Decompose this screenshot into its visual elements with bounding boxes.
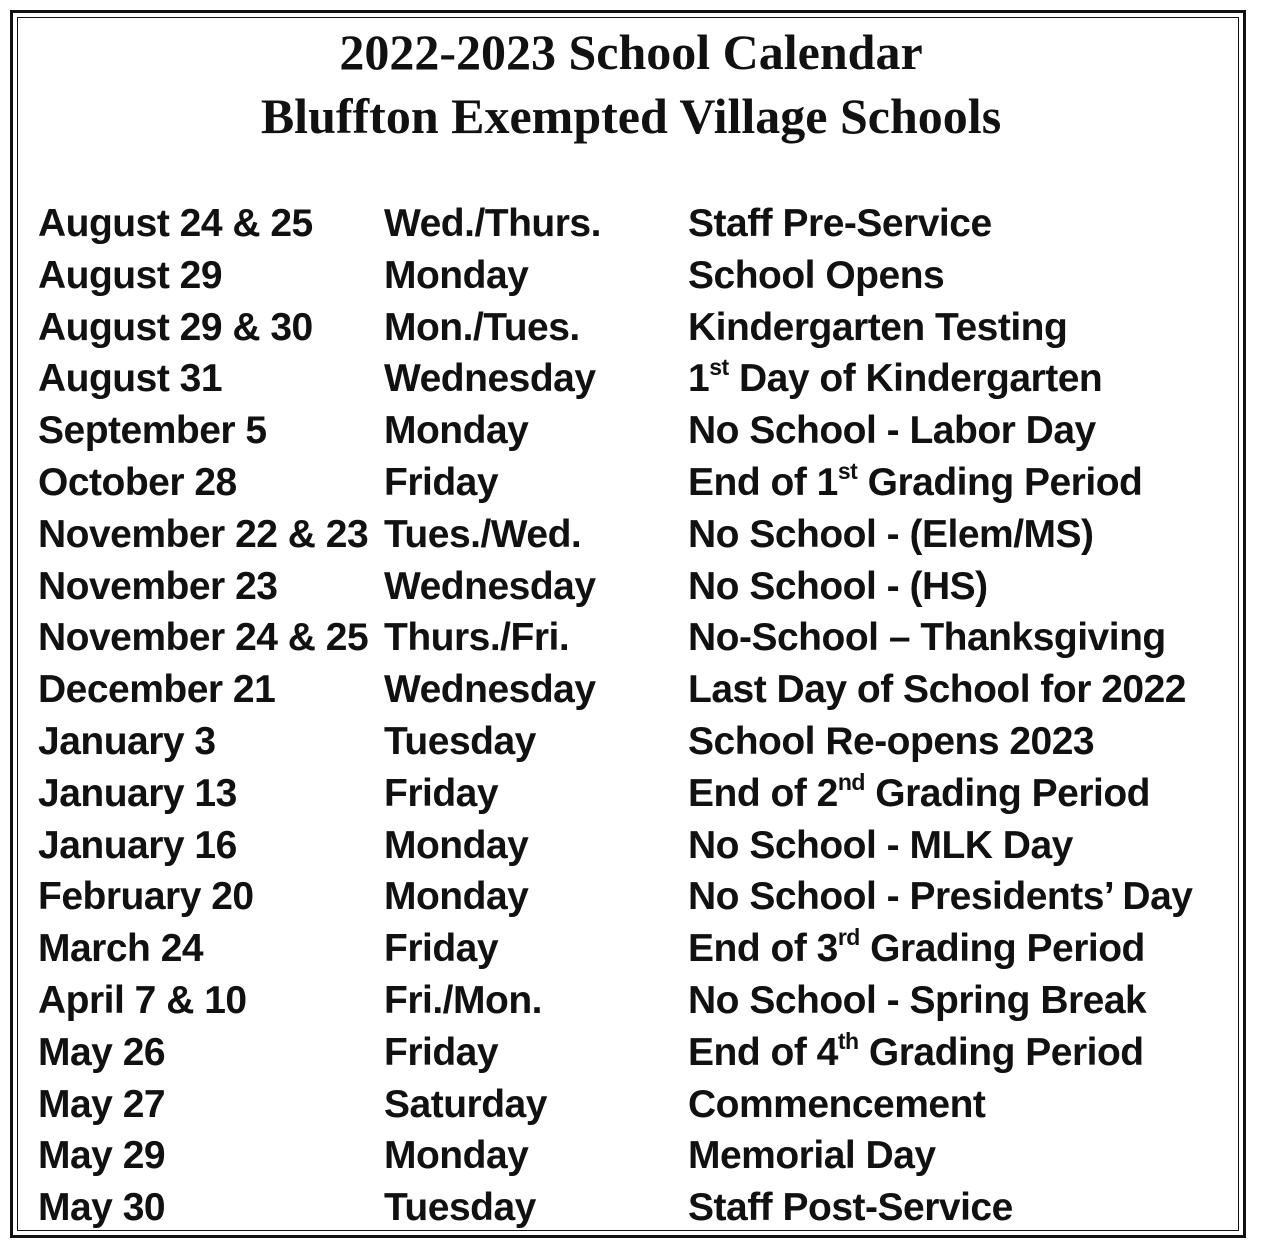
row-date: August 29 — [38, 253, 223, 297]
calendar-row — [38, 561, 1252, 613]
ordinal-suffix: rd — [837, 924, 860, 951]
calendar-row — [38, 768, 1252, 820]
row-event: Last Day of School for 2022 — [688, 668, 1186, 712]
row-date: March 24 — [38, 927, 204, 971]
row-day: Tues./Wed. — [384, 512, 582, 556]
calendar-row — [38, 405, 1252, 457]
row-date: February 20 — [38, 875, 254, 919]
row-event: School Re-opens 2023 — [688, 719, 1095, 763]
calendar-row — [38, 302, 1252, 354]
row-date: November 23 — [38, 564, 278, 608]
calendar-title: 2022-2023 School Calendar — [339, 24, 923, 80]
calendar-row — [38, 1027, 1252, 1079]
calendar-row — [38, 1079, 1252, 1131]
row-event: No School - Spring Break — [688, 978, 1147, 1022]
row-day: Wednesday — [384, 668, 596, 712]
row-event: No School - Presidents’ Day — [688, 875, 1193, 919]
calendar-row — [38, 198, 1252, 250]
row-date: August 31 — [38, 357, 223, 401]
row-day: Wed./Thurs. — [384, 202, 601, 245]
row-event: Memorial Day — [688, 1134, 936, 1178]
calendar-row — [38, 353, 1252, 405]
row-date: May 29 — [38, 1134, 166, 1178]
row-event: School Opens — [688, 253, 945, 297]
row-date: April 7 & 10 — [38, 978, 247, 1022]
row-date: December 21 — [38, 668, 276, 712]
row-day: Tuesday — [384, 1186, 536, 1230]
calendar-row — [38, 716, 1252, 768]
row-event: No School - MLK Day — [688, 823, 1073, 867]
calendar-row — [38, 509, 1252, 561]
row-event: No School - Labor Day — [688, 409, 1096, 453]
calendar-row — [38, 820, 1252, 872]
calendar-row — [38, 457, 1252, 509]
row-event: Staff Post-Service — [688, 1186, 1013, 1230]
row-date: October 28 — [38, 460, 237, 504]
row-date: November 22 & 23 — [38, 512, 369, 556]
row-event: Kindergarten Testing — [688, 305, 1068, 349]
calendar-row — [38, 871, 1252, 923]
row-date: January 16 — [38, 823, 237, 867]
district-name: Bluffton Exempted Village Schools — [260, 88, 1002, 144]
row-date: May 27 — [38, 1082, 166, 1126]
row-date: August 29 & 30 — [38, 305, 313, 349]
row-event: No-School – Thanksgiving — [688, 616, 1166, 660]
row-day: Saturday — [384, 1082, 547, 1126]
calendar-row — [38, 612, 1252, 664]
row-event: Commencement — [688, 1082, 986, 1126]
calendar-row — [38, 1130, 1252, 1182]
row-date: September 5 — [38, 409, 267, 453]
row-event: Staff Pre-Service — [688, 202, 992, 245]
row-day: Friday — [384, 1030, 499, 1074]
row-day: Monday — [384, 253, 529, 297]
row-date: January 3 — [38, 719, 216, 763]
calendar-row — [38, 923, 1252, 975]
calendar-row — [38, 1182, 1252, 1234]
row-day: Wednesday — [384, 357, 596, 401]
row-day: Friday — [384, 927, 499, 971]
row-date: May 30 — [38, 1186, 166, 1230]
calendar-row — [38, 664, 1252, 716]
row-event: No School - (HS) — [688, 564, 988, 608]
calendar-table — [38, 198, 1252, 1234]
ordinal-suffix: st — [709, 354, 729, 381]
row-day: Friday — [384, 771, 499, 815]
row-day: Friday — [384, 460, 499, 504]
row-date: August 24 & 25 — [38, 202, 313, 245]
row-date: January 13 — [38, 771, 237, 815]
ordinal-suffix: st — [837, 457, 858, 484]
row-event: End of 4th Grading Period — [688, 1027, 1144, 1074]
ordinal-suffix: nd — [837, 768, 865, 795]
row-event: 1st Day of Kindergarten — [688, 354, 1103, 401]
row-day: Monday — [384, 409, 529, 453]
row-day: Monday — [384, 823, 529, 867]
ordinal-suffix: th — [837, 1027, 859, 1054]
row-event: End of 2nd Grading Period — [688, 768, 1150, 815]
row-day: Thurs./Fri. — [384, 616, 570, 660]
row-event: End of 1st Grading Period — [688, 457, 1143, 504]
row-day: Fri./Mon. — [384, 978, 542, 1022]
row-day: Tuesday — [384, 719, 536, 763]
calendar-row — [38, 250, 1252, 302]
calendar-row — [38, 975, 1252, 1027]
row-day: Monday — [384, 1134, 529, 1178]
row-date: May 26 — [38, 1030, 166, 1074]
row-day: Wednesday — [384, 564, 596, 608]
row-event: No School - (Elem/MS) — [688, 512, 1094, 556]
row-day: Mon./Tues. — [384, 305, 580, 349]
row-date: November 24 & 25 — [38, 616, 369, 660]
row-event: End of 3rd Grading Period — [688, 924, 1145, 971]
row-day: Monday — [384, 875, 529, 919]
